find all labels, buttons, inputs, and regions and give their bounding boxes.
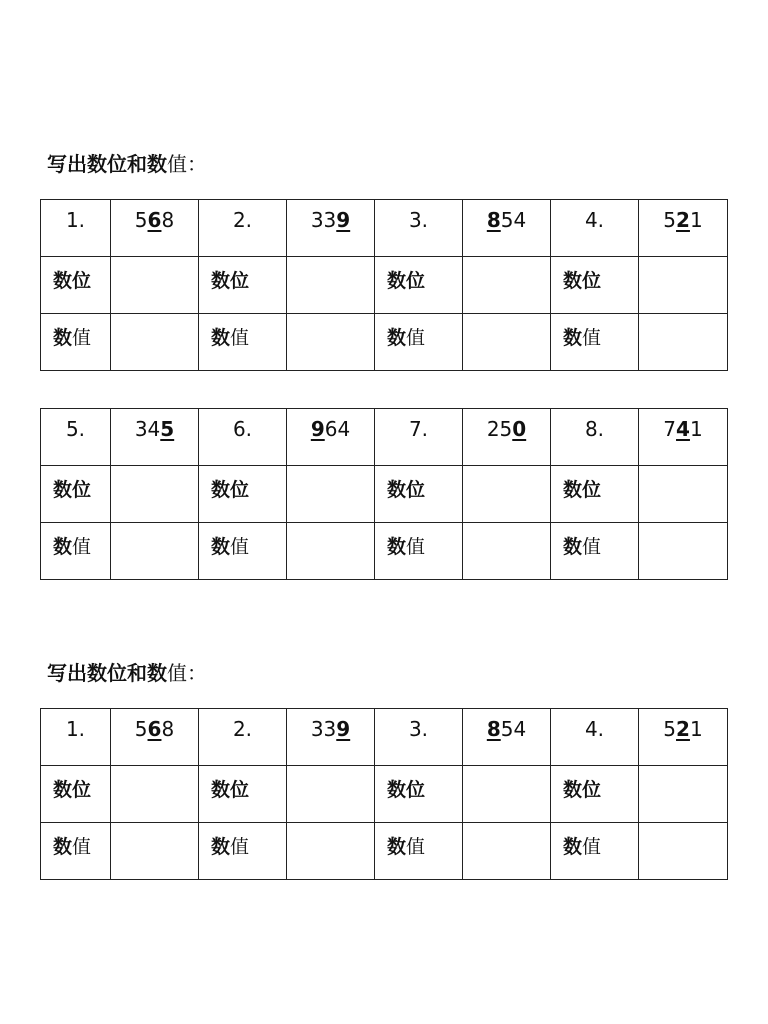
answer-cell[interactable] (639, 466, 728, 523)
section-title (47, 152, 207, 176)
answer-cell[interactable] (639, 766, 728, 823)
answer-cell[interactable] (463, 314, 551, 371)
item-number: 339 (287, 709, 375, 766)
place-label: 数位 (375, 466, 463, 523)
place-label: 数位 (41, 257, 111, 314)
item-number: 568 (111, 709, 199, 766)
item-index: 3. (375, 709, 463, 766)
answer-cell[interactable] (639, 314, 728, 371)
answer-cell[interactable] (639, 823, 728, 880)
value-label: 数值 (41, 314, 111, 371)
item-number: 521 (639, 200, 728, 257)
value-label: 数值 (199, 523, 287, 580)
value-row (41, 823, 728, 880)
worksheet-table (40, 408, 728, 580)
underlined-digit: 0 (512, 417, 527, 441)
underlined-digit: 2 (676, 208, 690, 232)
underlined-digit: 9 (310, 417, 325, 441)
item-index: 1. (41, 200, 111, 257)
place-label: 数位 (199, 257, 287, 314)
place-label: 数位 (551, 766, 639, 823)
underlined-digit: 8 (486, 717, 501, 741)
place-row (41, 766, 728, 823)
value-label: 数值 (551, 314, 639, 371)
answer-cell[interactable] (287, 766, 375, 823)
answer-cell[interactable] (111, 314, 199, 371)
value-label: 数值 (375, 823, 463, 880)
value-label: 数值 (199, 314, 287, 371)
answer-cell[interactable] (463, 823, 551, 880)
item-index: 6. (199, 409, 287, 466)
title-bold: 写出数位和数 (47, 152, 167, 176)
answer-cell[interactable] (287, 314, 375, 371)
value-row (41, 523, 728, 580)
answer-cell[interactable] (111, 466, 199, 523)
item-number: 521 (639, 709, 728, 766)
title-bold: 写出数位和数 (47, 661, 167, 685)
item-index: 3. (375, 200, 463, 257)
title-rest: 值： (167, 661, 207, 685)
value-row (41, 314, 728, 371)
worksheet-table (40, 199, 728, 371)
answer-cell[interactable] (639, 257, 728, 314)
underlined-digit: 5 (160, 417, 175, 441)
item-index: 4. (551, 200, 639, 257)
answer-cell[interactable] (287, 257, 375, 314)
item-index: 8. (551, 409, 639, 466)
underlined-digit: 8 (486, 208, 501, 232)
item-index: 1. (41, 709, 111, 766)
answer-cell[interactable] (463, 523, 551, 580)
underlined-digit: 6 (147, 717, 162, 741)
value-label: 数值 (41, 523, 111, 580)
answer-cell[interactable] (287, 823, 375, 880)
value-label: 数值 (551, 523, 639, 580)
place-label: 数位 (41, 466, 111, 523)
answer-cell[interactable] (287, 466, 375, 523)
answer-cell[interactable] (111, 257, 199, 314)
value-label: 数值 (199, 823, 287, 880)
place-label: 数位 (41, 766, 111, 823)
place-row (41, 257, 728, 314)
place-label: 数位 (551, 257, 639, 314)
item-index: 4. (551, 709, 639, 766)
item-index: 2. (199, 200, 287, 257)
value-label: 数值 (551, 823, 639, 880)
number-row (41, 709, 728, 766)
item-number: 964 (287, 409, 375, 466)
place-label: 数位 (199, 466, 287, 523)
item-index: 2. (199, 709, 287, 766)
item-number: 568 (111, 200, 199, 257)
place-label: 数位 (375, 766, 463, 823)
item-number: 250 (463, 409, 551, 466)
value-label: 数值 (375, 314, 463, 371)
worksheet-table (40, 708, 728, 880)
place-label: 数位 (551, 466, 639, 523)
answer-cell[interactable] (111, 823, 199, 880)
answer-cell[interactable] (287, 523, 375, 580)
title-rest: 值： (167, 152, 207, 176)
answer-cell[interactable] (463, 466, 551, 523)
number-row (41, 200, 728, 257)
answer-cell[interactable] (639, 523, 728, 580)
answer-cell[interactable] (111, 766, 199, 823)
underlined-digit: 2 (676, 717, 690, 741)
item-index: 7. (375, 409, 463, 466)
value-label: 数值 (41, 823, 111, 880)
item-number: 345 (111, 409, 199, 466)
answer-cell[interactable] (463, 257, 551, 314)
item-number: 741 (639, 409, 728, 466)
underlined-digit: 6 (147, 208, 162, 232)
underlined-digit: 9 (336, 208, 351, 232)
item-index: 5. (41, 409, 111, 466)
answer-cell[interactable] (111, 523, 199, 580)
item-number: 339 (287, 200, 375, 257)
item-number: 854 (463, 200, 551, 257)
place-label: 数位 (199, 766, 287, 823)
section-title (47, 661, 207, 685)
number-row (41, 409, 728, 466)
place-label: 数位 (375, 257, 463, 314)
place-row (41, 466, 728, 523)
underlined-digit: 4 (676, 417, 690, 441)
underlined-digit: 9 (336, 717, 351, 741)
item-number: 854 (463, 709, 551, 766)
value-label: 数值 (375, 523, 463, 580)
answer-cell[interactable] (463, 766, 551, 823)
